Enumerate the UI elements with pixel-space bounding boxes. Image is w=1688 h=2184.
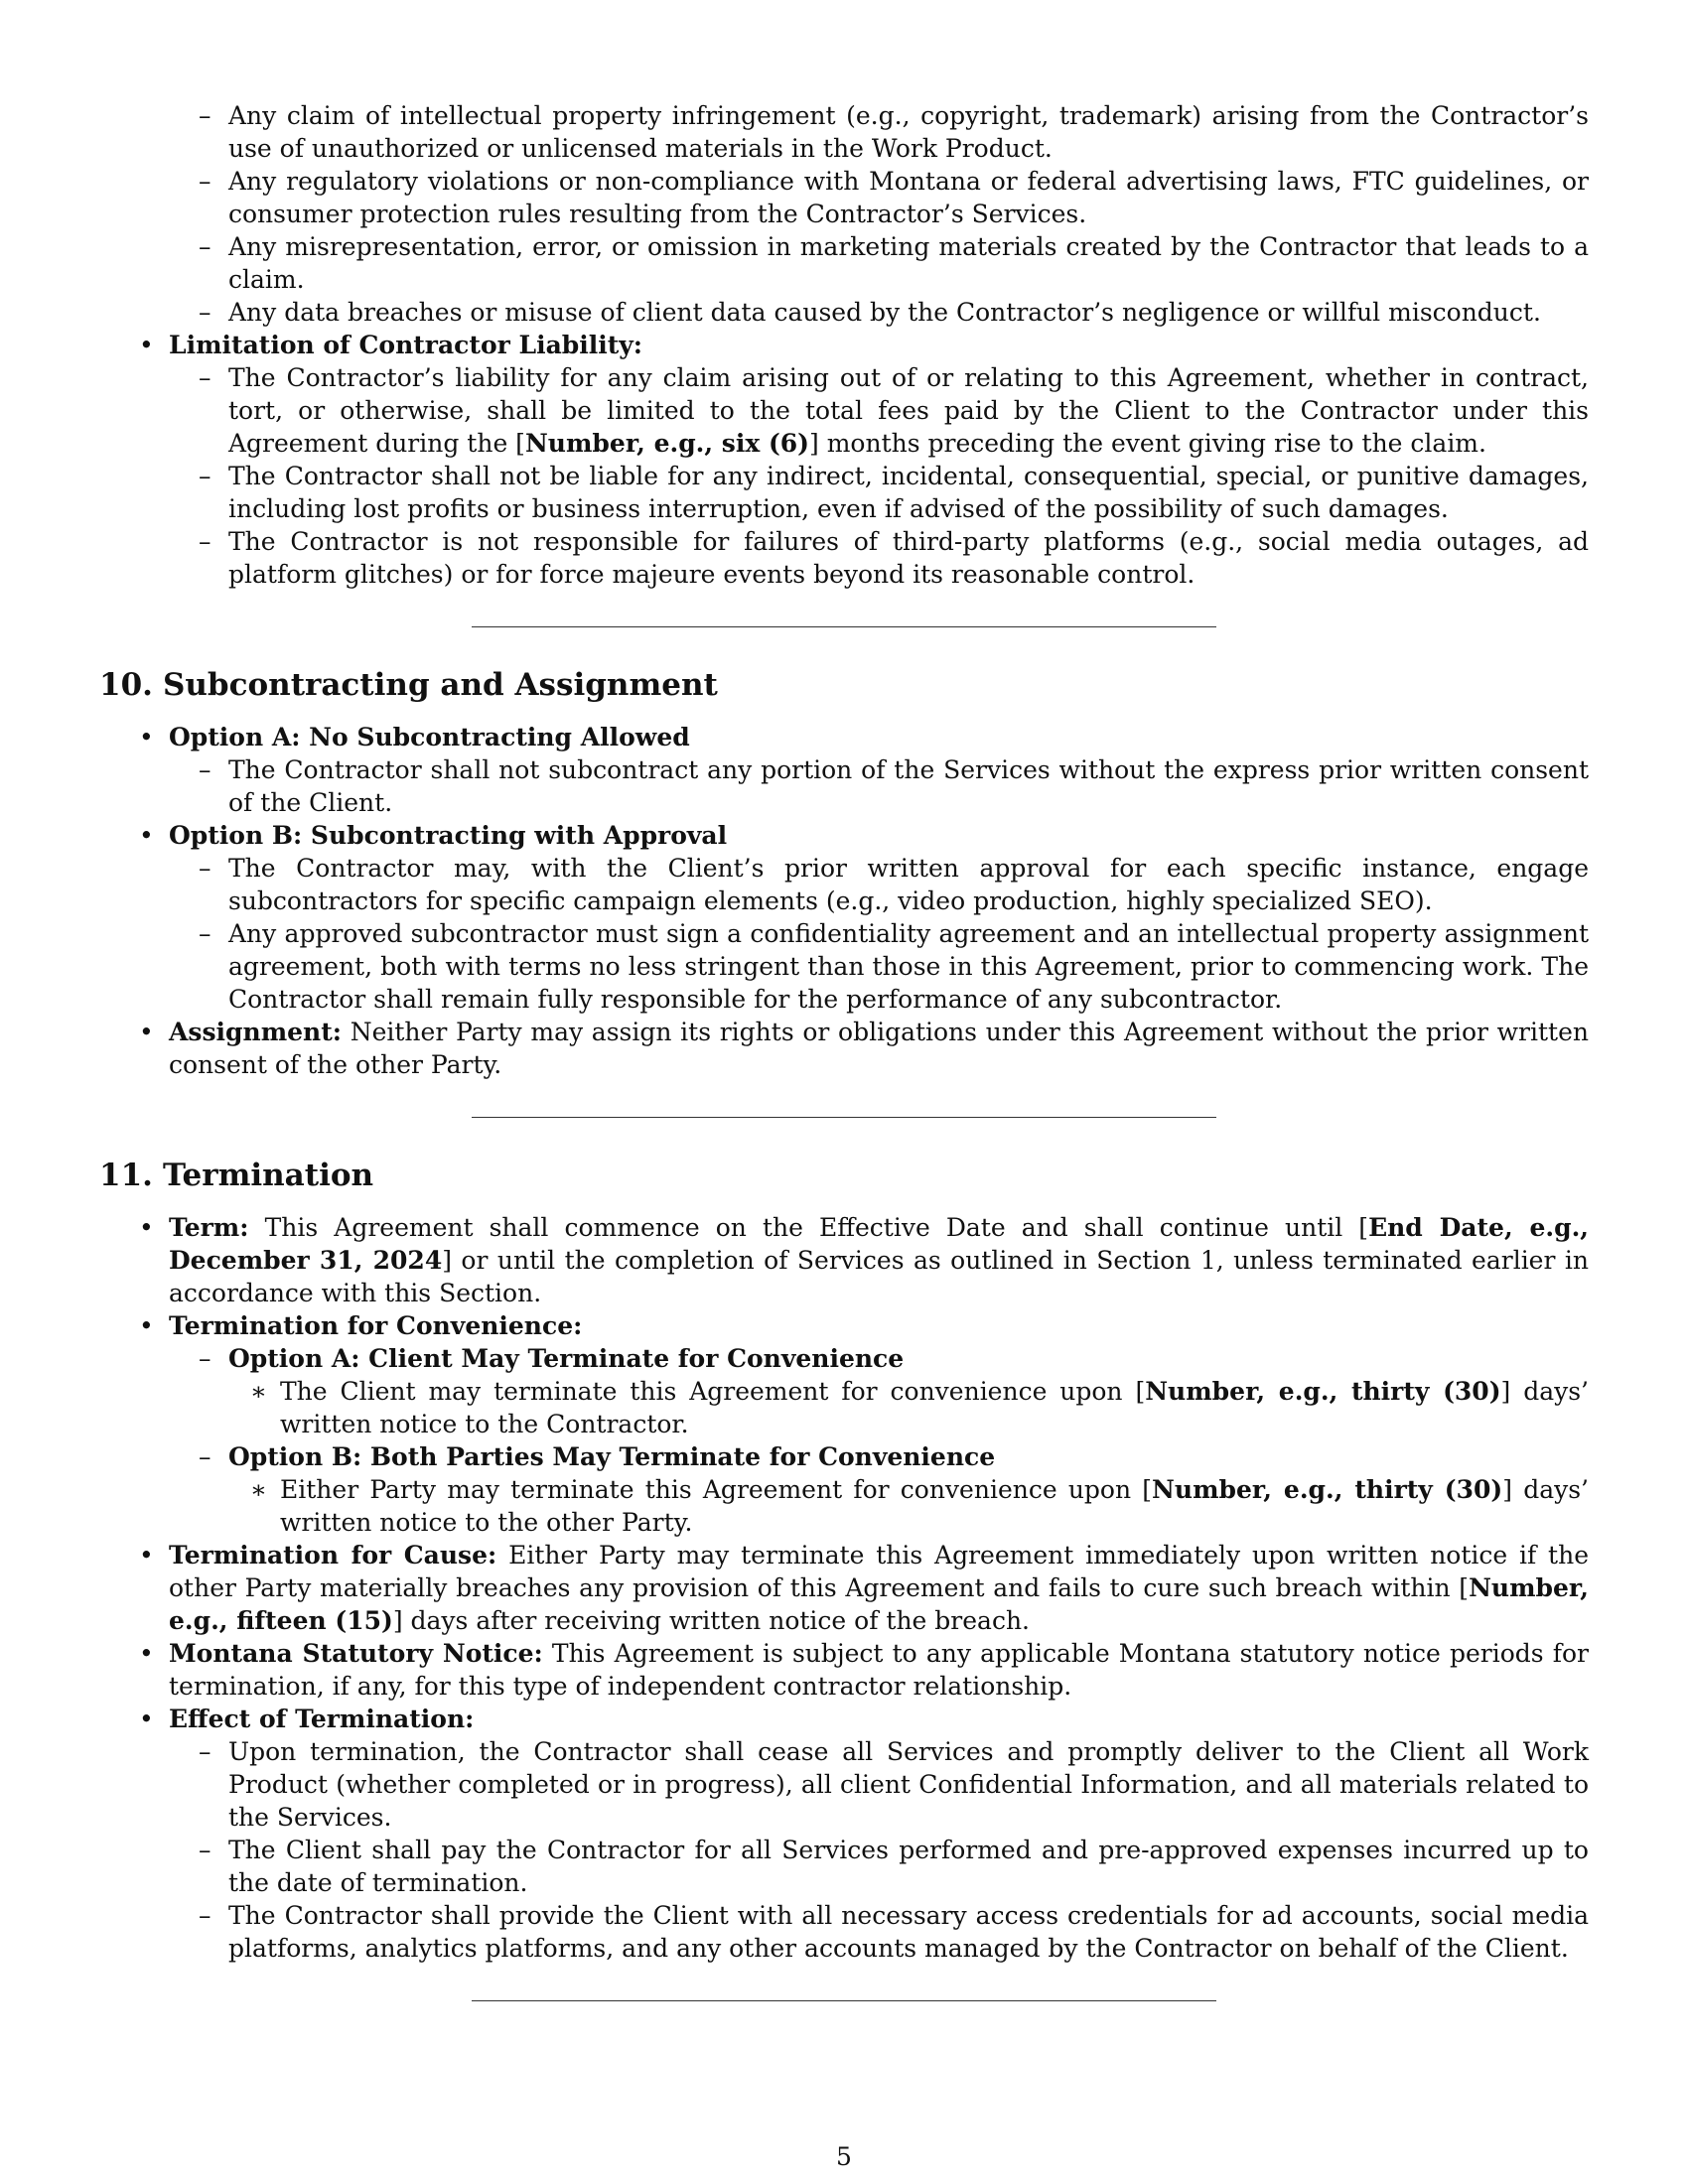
list-item: – Any regulatory violations or non-compliance with Montana or federal advertising laws, FTC guidelines, or consumer protection rules resulting from the Contractor’s Services. (199, 167, 1589, 228)
list-item: ∗ The Client may terminate this Agreement for convenience upon [Number, e.g., thirty (30)] days’ written notice to the Contractor. (250, 1377, 1589, 1438)
section-divider (472, 626, 1216, 627)
list-item: • Option A: No Subcontracting Allowed (139, 723, 690, 751)
list-item: ∗ Either Party may terminate this Agreement for convenience upon [Number, e.g., thirty (30)] days’ written notice to the other Party. (250, 1475, 1590, 1537)
list-item: • Termination for Cause: Either Party may terminate this Agreement immediately upon written notice if the other Party materially breaches any provision of this Agreement and fails to cure such breach within [Number, e.g., fifteen (15)] days after receiving written notice of the breach. (139, 1541, 1590, 1635)
list-item: – Option A: Client May Terminate for Convenience (199, 1344, 905, 1373)
list-item: – Any claim of intellectual property infringement (e.g., copyright, trademark) arising from the Contractor’s use of unauthorized or unlicensed materials in the Work Product. (199, 101, 1589, 163)
list-item: – The Contractor shall provide the Client with all necessary access credentials for ad accounts, social media platforms, analytics platforms, and any other accounts managed by the Contractor on behalf of the Client. (199, 1901, 1589, 1963)
list-item: • Montana Statutory Notice: This Agreement is subject to any applicable Montana statutory notice periods for termination, if any, for this type of independent contractor relationship. (139, 1639, 1589, 1701)
section-divider (472, 1117, 1216, 1118)
section-10-heading: 10. Subcontracting and Assignment (99, 667, 718, 703)
document-page (99, 99, 1589, 2001)
section-11-list (99, 1211, 1589, 1965)
list-item: • Option B: Subcontracting with Approval (139, 821, 728, 850)
section-divider (472, 2000, 1216, 2001)
list-item: – Any data breaches or misuse of client data caused by the Contractor’s negligence or willful misconduct. (199, 298, 1541, 327)
list-item: – Option B: Both Parties May Terminate for Convenience (199, 1442, 996, 1471)
list-item: • Effect of Termination: (139, 1705, 475, 1733)
page-number: 5 (836, 2142, 852, 2171)
section-10-list (99, 721, 1589, 1081)
list-item: – The Contractor may, with the Client’s prior written approval for each specific instance, engage subcontractors for specific campaign elements (e.g., video production, highly specialized SEO). (199, 854, 1589, 915)
list-item: – The Contractor shall not subcontract any portion of the Services without the express prior written consent of the Client. (199, 755, 1589, 817)
list-item: – Any approved subcontractor must sign a confidentiality agreement and an intellectual property assignment agreement, both with terms no less stringent than those in this Agreement, prior to commencing work. The Contractor shall remain fully responsible for the performance of any subcontractor. (199, 919, 1589, 1014)
list-item: – The Client shall pay the Contractor for all Services performed and pre-approved expenses incurred up to the date of termination. (199, 1836, 1589, 1897)
limitation-heading: • Limitation of Contractor Liability: (139, 331, 643, 359)
list-item: – The Contractor is not responsible for failures of third-party platforms (e.g., social media outages, ad platform glitches) or for force majeure events beyond its reasonable control. (199, 527, 1589, 589)
list-item: – The Contractor shall not be liable for any indirect, incidental, consequential, special, or punitive damages, including lost profits or business interruption, even if advised of the possibility of such damages. (199, 462, 1589, 523)
indemnification-list (99, 99, 1589, 591)
list-item: – The Contractor’s liability for any claim arising out of or relating to this Agreement, whether in contract, tort, or otherwise, shall be limited to the total fees paid by the Client to the Contractor under this Agreement during the [Number, e.g., six (6)] months preceding the event giving rise to the claim. (199, 363, 1589, 458)
list-item: – Upon termination, the Contractor shall cease all Services and promptly deliver to the Client all Work Product (whether completed or in progress), all client Confidential Information, and all materials related to the Services. (199, 1737, 1589, 1832)
list-item: • Termination for Convenience: (139, 1311, 583, 1340)
list-item: – Any misrepresentation, error, or omission in marketing materials created by the Contractor that leads to a claim. (199, 232, 1589, 294)
list-item: • Term: This Agreement shall commence on the Effective Date and shall continue until [End Date, e.g., December 31, 2024] or until the completion of Services as outlined in Section 1, unless terminated earlier in accordance with this Section. (139, 1213, 1589, 1307)
list-item: • Assignment: Neither Party may assign its rights or obligations under this Agreement without the prior written consent of the other Party. (139, 1018, 1589, 1079)
section-11-heading: 11. Termination (99, 1158, 374, 1193)
